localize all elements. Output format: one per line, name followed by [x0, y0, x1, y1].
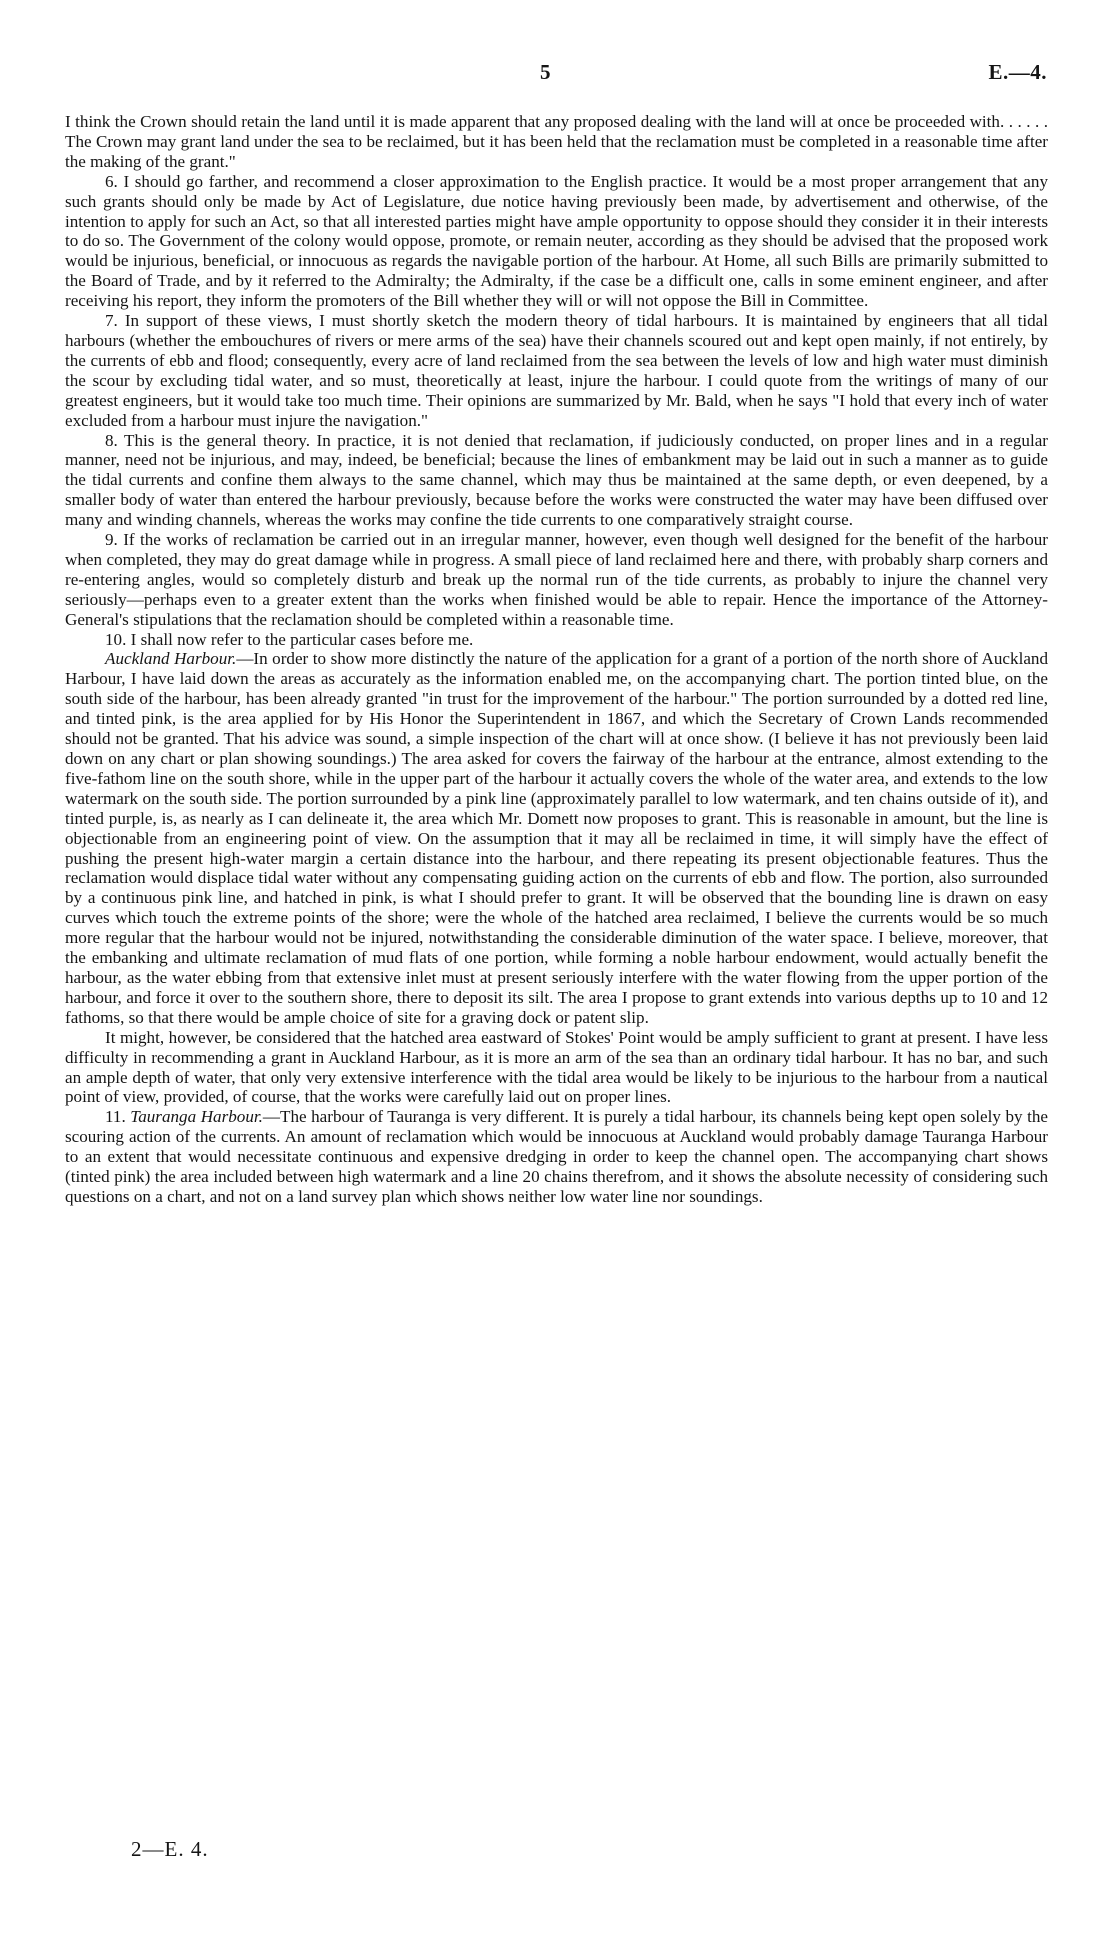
section-heading-tauranga: Tauranga Harbour.: [130, 1107, 263, 1127]
paragraph-text: 9. If the works of reclamation be carried out in an irregular manner, however, even though well designed for the benefit of the harbour when completed, they may do great damage while in progress. A small piece of land reclaimed here and there, with probably sharp corners and re-entering angles, would so completely disturb and break up the normal run of the tide currents, as probably to injure the channel very seriously—perhaps even to a greater extent than the works when finished would be able to repair. Hence the importance of the Attorney-General's stipulations that the reclamation should be completed within a reasonable time.: [65, 530, 1048, 629]
paragraph-number: 11.: [105, 1107, 131, 1127]
paragraph-text: 10. I shall now refer to the particular cases before me.: [105, 629, 474, 649]
document-reference: E.—4.: [988, 60, 1047, 84]
paragraph-text: It might, however, be considered that the hatched area eastward of Stokes' Point would be amply sufficient to grant at present. I have less difficulty in recommending a grant in Auckland Harbour, as it is more an arm of the sea than an ordinary tidal harbour. It has no bar, and such an ample depth of water, that only very extensive interference with the tidal area would be likely to be injurious to the harbour from a nautical point of view, provided, of course, that the works were carefully laid out on proper lines.: [65, 1027, 1048, 1107]
paragraph-text: I think the Crown should retain the land until it is made apparent that any proposed dealing with the land will at once be proceeded with. . . . . . The Crown may grant land under the sea to be reclaimed, but it has been held that the reclamation must be completed in a reasonable time after the making of the grant.": [65, 112, 1048, 171]
paragraph-stokes-point: [65, 1028, 1048, 1108]
paragraph-auckland-harbour: [65, 649, 1048, 1027]
paragraph-7: [65, 311, 1048, 430]
paragraph-continuation: [65, 112, 1048, 172]
paragraph-10: [65, 630, 1048, 650]
paragraph-text: 7. In support of these views, I must shortly sketch the modern theory of tidal harbours. It is maintained by engineers that all tidal harbours (whether the embouchures of rivers or mere arms of the sea) have their channels scoured out and kept open mainly, if not entirely, by the currents of ebb and flood; consequently, every acre of land reclaimed from the sea between the levels of low and high water must diminish the scour by excluding tidal water, and so must, theoretically at least, injure the harbour. I could quote from the writings of many of our greatest engineers, but it would take too much time. Their opinions are summarized by Mr. Bald, when he says "I hold that every inch of water excluded from a harbour must injure the navigation.": [65, 311, 1048, 430]
paragraph-8: [65, 431, 1048, 531]
paragraph-text: —In order to show more distinctly the nature of the application for a grant of a portion of the north shore of Auckland Harbour, I have laid down the areas as accurately as the information enabled me, on the accompanying chart. The portion tinted blue, on the south side of the harbour, has been already granted "in trust for the improvement of the harbour." The portion surrounded by a dotted red line, and tinted pink, is the area applied for by His Honor the Superintendent in 1867, and which the Secretary of Crown Lands recommended should not be granted. That his advice was sound, a simple inspection of the chart will at once show. (I believe it has not previously been laid down on any chart or plan showing soundings.) The area asked for covers the fairway of the harbour at the entrance, almost extending to the five-fathom line on the south shore, while in the upper part of the harbour it actually covers the whole of the water area, and extends to the low watermark on the south side. The portion surrounded by a pink line (approximately parallel to low watermark, and ten chains outside of it), and tinted purple, is, as nearly as I can delineate it, the area which Mr. Domett now proposes to grant. This is reasonable in amount, but the line is objectionable from an engineering point of view. On the assumption that it may all be reclaimed in time, it will simply have the effect of pushing the present high-water margin a certain distance into the harbour, and there repeating its present objectionable features. Thus the reclamation would displace tidal water without any compensating guiding action on the currents of ebb and flow. The portion, also surrounded by a continuous pink line, and hatched in pink, is what I should prefer to grant. It will be observed that the bounding line is drawn on easy curves which touch the extreme points of the shore; were the whole of the hatched area reclaimed, I believe the currents would be so much more regular that the harbour would not be injured, notwithstanding the considerable diminution of the water space. I believe, moreover, that the embanking and ultimate reclamation of mud flats of one portion, while forming a noble harbour endowment, would actually benefit the harbour, as the water ebbing from that extensive inlet must at present seriously interfere with the water flowing from the upper portion of the harbour, and force it over to the southern shore, there to deposit its silt. The area I propose to grant extends into various depths up to 10 and 12 fathoms, so that there would be ample choice of site for a graving dock or patent slip.: [65, 649, 1048, 1027]
page-header: [0, 60, 1114, 90]
paragraph-6: [65, 172, 1048, 311]
page-number: 5: [540, 60, 551, 84]
section-heading-auckland: Auckland Harbour.: [105, 649, 237, 669]
paragraph-text: 6. I should go farther, and recommend a closer approximation to the English practice. It would be a most proper arrangement that any such grants should only be made by Act of Legislature, due notice having previously been made, by advertisement and otherwise, of the intention to apply for such an Act, so that all interested parties might have ample opportunity to oppose should they consider it in their interests to do so. The Government of the colony would oppose, promote, or remain neuter, according as they should be advised that the proposed work would be injurious, beneficial, or innocuous as regards the navigable portion of the harbour. At Home, all such Bills are primarily submitted to the Board of Trade, and by it referred to the Admiralty; the Admiralty, if the case be a difficult one, calls in some eminent engineer, and after receiving his report, they inform the promoters of the Bill whether they will or will not oppose the Bill in Committee.: [65, 171, 1048, 311]
body-text: [65, 112, 1048, 1207]
paragraph-text: —The harbour of Tauranga is very different. It is purely a tidal harbour, its channels being kept open solely by the scouring action of the currents. An amount of reclamation which would be innocuous at Auckland would probably damage Tauranga Harbour to an extent that would necessitate continuous and expensive dredging in order to keep the channel open. The accompanying chart shows (tinted pink) the area included between high watermark and a line 20 chains therefrom, and it shows the absolute necessity of considering such questions on a chart, and not on a land survey plan which shows neither low water line nor soundings.: [65, 1107, 1048, 1206]
paragraph-text: 8. This is the general theory. In practice, it is not denied that reclamation, if judiciously conducted, on proper lines and in a regular manner, need not be injurious, and may, indeed, be beneficial; because the lines of embankment may be laid out in such a manner as to guide the tidal currents and confine them always to the same channel, which may thus be maintained at the same depth, or even deepened, by a smaller body of water than entered the harbour previously, because before the works were constructed the water may have been diffused over many and winding channels, whereas the works may confine the tide currents to one comparatively straight course.: [65, 430, 1048, 530]
paragraph-9: [65, 530, 1048, 630]
signature-mark: 2—E. 4.: [131, 1837, 209, 1861]
paragraph-11-tauranga-harbour: [65, 1107, 1048, 1207]
